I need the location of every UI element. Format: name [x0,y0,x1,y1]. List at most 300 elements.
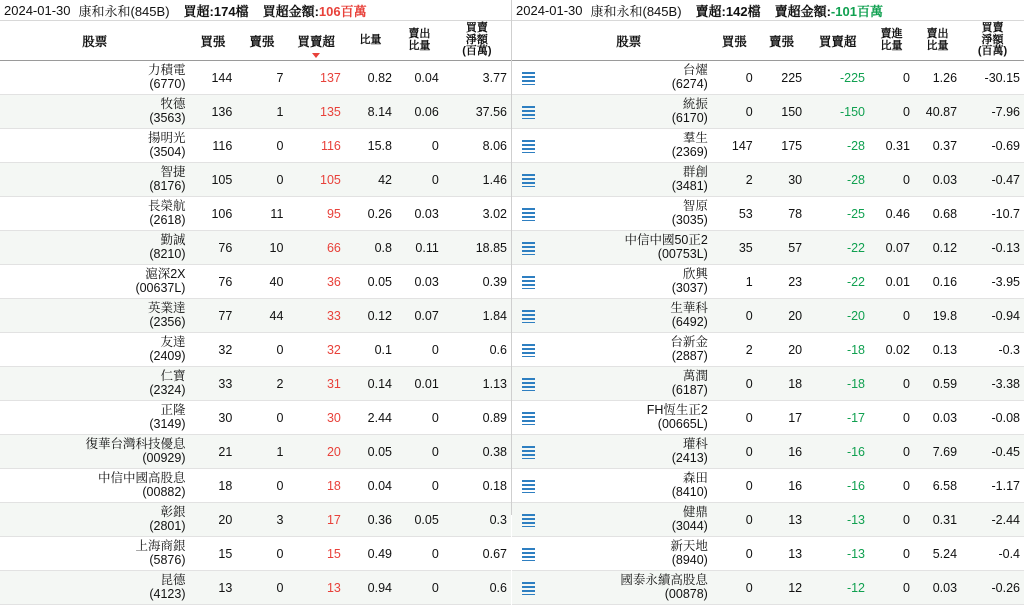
sell-table [512,20,1024,605]
stock-name: 瓘科 [682,437,708,452]
sell-lots-cell: 225 [757,61,806,95]
stock-name-cell[interactable] [546,401,712,435]
net-lots-cell: -12 [806,571,869,605]
stock-name-cell[interactable] [0,95,189,129]
table-row[interactable] [0,435,511,469]
stock-name-cell[interactable] [0,61,189,95]
stock-code: (00878) [664,586,708,601]
sell-lots-cell: 13 [757,503,806,537]
stock-name-cell[interactable] [546,469,712,503]
buy-lots-cell: 1 [712,265,757,299]
sell-ratio-cell: 7.69 [914,435,961,469]
stock-name-cell[interactable] [0,333,189,367]
stock-name-cell[interactable] [546,197,712,231]
stock-name: 揚明光 [147,131,186,146]
stock-name-cell[interactable] [0,231,189,265]
report-date: 2024-01-30 [4,2,71,18]
list-icon [522,480,535,493]
net-lots-cell: -18 [806,333,869,367]
sell-ratio-cell: 19.8 [914,299,961,333]
buy-lots-cell: 76 [189,265,236,299]
table-row[interactable] [0,129,511,163]
sell-lots-cell: 78 [757,197,806,231]
table-row[interactable] [512,367,1024,401]
stock-code: (2356) [149,314,186,329]
buy-lots-cell: 0 [712,571,757,605]
net-amount-cell: 0.67 [443,537,511,571]
buy-ratio-cell: 2.44 [345,401,396,435]
stock-code: (2324) [149,382,186,397]
table-row[interactable] [512,333,1024,367]
net-lots-cell: 20 [287,435,344,469]
net-amount-cell: -0.13 [961,231,1024,265]
row-detail-button[interactable] [512,129,546,163]
buy-lots-cell: 18 [189,469,236,503]
sell-ratio-cell: 0.68 [914,197,961,231]
net-amount-cell: -0.3 [961,333,1024,367]
list-icon [522,344,535,357]
sell-ratio-cell: 1.26 [914,61,961,95]
stock-name-cell[interactable] [546,265,712,299]
col-header-buy-ratio[interactable]: 賣進 比量 [869,21,914,61]
buy-ratio-cell: 0.05 [345,435,396,469]
sell-lots-cell: 1 [236,95,287,129]
sell-lots-cell: 57 [757,231,806,265]
col-header-buy-lots[interactable]: 買張 [712,21,757,61]
sell-lots-cell: 7 [236,61,287,95]
net-amount-cell: 18.85 [443,231,511,265]
net-lots-cell: -13 [806,537,869,571]
row-detail-button[interactable] [512,61,546,95]
sell-lots-cell: 30 [757,163,806,197]
table-row[interactable] [512,571,1024,605]
net-lots-cell: 66 [287,231,344,265]
stock-name: 滬深2X [145,267,186,282]
sell-lots-cell: 20 [757,333,806,367]
sell-ratio-cell: 0.03 [914,571,961,605]
stock-name: FH恆生正2 [646,403,708,418]
table-row[interactable] [0,95,511,129]
sell-lots-cell: 0 [236,163,287,197]
buy-lots-cell: 144 [189,61,236,95]
row-detail-button[interactable] [512,571,546,605]
stock-name-cell[interactable] [0,503,189,537]
buy-ratio-cell: 0 [869,401,914,435]
stock-name-cell[interactable] [546,503,712,537]
sell-ratio-cell: 0 [396,571,443,605]
net-amount-cell: -0.4 [961,537,1024,571]
net-amount-cell: -10.7 [961,197,1024,231]
net-amount-cell: 3.77 [443,61,511,95]
stock-name-cell[interactable] [546,299,712,333]
stock-code: (8176) [149,178,186,193]
row-detail-button[interactable] [512,265,546,299]
net-count-value: 142檔 [725,3,761,19]
stock-name: 長榮航 [147,199,186,214]
net-amount-cell: -0.26 [961,571,1024,605]
stock-name: 台燿 [682,63,708,78]
stock-name: 羣生 [682,131,708,146]
stock-name: 中信中國高股息 [97,471,186,486]
table-row[interactable] [512,435,1024,469]
stock-name: 萬潤 [682,369,708,384]
sell-ratio-cell: 0.12 [914,231,961,265]
sell-lots-cell: 1 [236,435,287,469]
list-icon [522,446,535,459]
stock-name-cell[interactable] [546,571,712,605]
list-icon [522,242,535,255]
net-amount-cell: -2.44 [961,503,1024,537]
buy-ratio-cell: 0 [869,163,914,197]
stock-code: (4123) [149,586,186,601]
buy-ratio-cell: 0.36 [345,503,396,537]
buy-ratio-cell: 0.82 [345,61,396,95]
sell-ratio-cell: 5.24 [914,537,961,571]
row-detail-button[interactable] [512,95,546,129]
stock-name: 台新金 [670,335,708,350]
net-lots-cell: -16 [806,435,869,469]
sell-lots-cell: 12 [757,571,806,605]
buy-ratio-cell: 0.94 [345,571,396,605]
buy-ratio-cell: 0 [869,61,914,95]
net-amount-cell: 1.13 [443,367,511,401]
buy-lots-cell: 76 [189,231,236,265]
sell-ratio-cell: 0.16 [914,265,961,299]
buy-ratio-cell: 8.14 [345,95,396,129]
row-detail-button[interactable] [512,401,546,435]
list-icon [522,514,535,527]
stock-name: 復華台灣科技優息 [85,437,186,452]
buy-ratio-cell: 42 [345,163,396,197]
net-amount-value: -101百萬 [830,3,883,19]
table-row[interactable] [0,367,511,401]
table-row[interactable] [0,537,511,571]
buy-lots-cell: 20 [189,503,236,537]
table-row[interactable] [0,197,511,231]
list-icon [522,412,535,425]
stock-name-cell[interactable] [0,401,189,435]
table-row[interactable] [512,299,1024,333]
stock-name-cell[interactable] [0,129,189,163]
stock-code: (3563) [149,110,186,125]
row-detail-button[interactable] [512,503,546,537]
table-row[interactable] [0,503,511,537]
sell-ratio-cell: 0.07 [396,299,443,333]
net-amount-cell: -0.69 [961,129,1024,163]
row-detail-button[interactable] [512,197,546,231]
col-header-sell-ratio[interactable]: 賣出 比量 [396,21,443,61]
net-amount-cell: -0.94 [961,299,1024,333]
net-amount-label: 買超金額: [262,3,319,19]
col-header-icon [512,21,546,61]
buy-lots-cell: 0 [712,299,757,333]
stock-name: 友達 [160,335,186,350]
net-lots-cell: -17 [806,401,869,435]
buy-ratio-cell: 0 [869,367,914,401]
stock-name-cell[interactable] [0,163,189,197]
stock-name-cell[interactable] [0,435,189,469]
table-row[interactable] [0,333,511,367]
buy-ratio-cell: 0.02 [869,333,914,367]
net-lots-cell: 95 [287,197,344,231]
buy-lots-cell: 105 [189,163,236,197]
sell-ratio-cell: 0 [396,333,443,367]
stock-code: (2801) [149,518,186,533]
buy-lots-cell: 30 [189,401,236,435]
net-lots-cell: -18 [806,367,869,401]
sell-lots-cell: 3 [236,503,287,537]
stock-name-cell[interactable] [546,231,712,265]
net-amount-label: 賣超金額: [774,3,831,19]
buy-ratio-cell: 0.04 [345,469,396,503]
net-count-label: 買超: [183,3,214,19]
col-header-net-lots[interactable]: 買賣超 [806,21,869,61]
stock-name: 英業達 [147,301,186,316]
sell-lots-cell: 40 [236,265,287,299]
stock-name-cell[interactable] [546,61,712,95]
stock-code: (00637L) [135,280,186,295]
net-amount-cell: 0.89 [443,401,511,435]
buy-lots-cell: 13 [189,571,236,605]
sell-lots-cell: 2 [236,367,287,401]
col-header-stock[interactable]: 股票 [546,21,712,61]
stock-name-cell[interactable] [0,571,189,605]
net-amount-cell: -7.96 [961,95,1024,129]
table-row[interactable] [512,61,1024,95]
table-row[interactable] [512,95,1024,129]
net-lots-cell: 105 [287,163,344,197]
sell-lots-cell: 18 [757,367,806,401]
stock-name-cell[interactable] [0,469,189,503]
buy-ratio-cell: 0 [869,571,914,605]
stock-name: 健鼎 [682,505,708,520]
sell-lots-cell: 20 [757,299,806,333]
stock-code: (00753L) [657,246,708,261]
stock-name: 仁寶 [160,369,186,384]
net-amount-value: 106百萬 [318,3,367,19]
table-row[interactable] [0,61,511,95]
sell-ratio-cell: 0.05 [396,503,443,537]
net-lots-cell: -225 [806,61,869,95]
buy-lots-cell: 0 [712,537,757,571]
net-lots-cell: 13 [287,571,344,605]
sell-ratio-cell: 0.03 [914,401,961,435]
sell-ratio-cell: 0 [396,537,443,571]
sell-lots-cell: 0 [236,129,287,163]
sell-ratio-cell: 0.31 [914,503,961,537]
stock-code: (2413) [671,450,708,465]
report-date: 2024-01-30 [516,2,583,18]
buy-ratio-cell: 0.05 [345,265,396,299]
stock-name: 森田 [682,471,708,486]
table-row[interactable] [512,469,1024,503]
sell-panel [512,0,1024,601]
stock-name-cell[interactable] [546,129,712,163]
sell-lots-cell: 23 [757,265,806,299]
stock-name: 國泰永續高股息 [620,573,708,588]
col-header-buy-lots[interactable]: 買張 [189,21,236,61]
table-row[interactable] [0,299,511,333]
stock-code: (6170) [671,110,708,125]
row-detail-button[interactable] [512,367,546,401]
row-detail-button[interactable] [512,231,546,265]
buy-ratio-cell: 0.26 [345,197,396,231]
sell-lots-cell: 44 [236,299,287,333]
col-header-net-lots[interactable]: 買賣超 [287,21,344,61]
col-header-stock[interactable]: 股票 [0,21,189,61]
sell-ratio-cell: 40.87 [914,95,961,129]
row-detail-button[interactable] [512,333,546,367]
sell-lots-cell: 10 [236,231,287,265]
buy-ratio-cell: 0 [869,299,914,333]
table-row[interactable] [512,265,1024,299]
list-icon [522,582,535,595]
net-lots-cell: -22 [806,231,869,265]
col-header-buy-ratio[interactable]: 比量 [345,21,396,61]
buy-ratio-cell: 0.46 [869,197,914,231]
stock-name: 統振 [682,97,708,112]
stock-name-cell[interactable] [0,197,189,231]
sell-ratio-cell: 6.58 [914,469,961,503]
net-lots-cell: 137 [287,61,344,95]
net-lots-cell: 116 [287,129,344,163]
net-amount-cell: -30.15 [961,61,1024,95]
buy-lots-cell: 0 [712,95,757,129]
stock-name: 欣興 [682,267,708,282]
net-lots-cell: 32 [287,333,344,367]
net-lots-cell: 36 [287,265,344,299]
table-row[interactable] [0,469,511,503]
table-row[interactable] [512,231,1024,265]
net-amount-cell: 0.38 [443,435,511,469]
table-row[interactable] [512,503,1024,537]
stock-code: (2369) [671,144,708,159]
col-header-sell-lots[interactable]: 賣張 [757,21,806,61]
sell-ratio-cell: 0.03 [396,265,443,299]
stock-name-cell[interactable] [0,265,189,299]
stock-code: (8210) [149,246,186,261]
stock-name: 群創 [682,165,708,180]
stock-name-cell[interactable] [546,435,712,469]
stock-name-cell[interactable] [0,367,189,401]
stock-name-cell[interactable] [546,95,712,129]
sell-lots-cell: 150 [757,95,806,129]
net-amount-cell: 3.02 [443,197,511,231]
table-row[interactable] [512,163,1024,197]
buy-lots-cell: 147 [712,129,757,163]
table-row[interactable] [0,231,511,265]
buy-lots-cell: 0 [712,401,757,435]
net-lots-cell: 18 [287,469,344,503]
buy-ratio-cell: 0 [869,469,914,503]
stock-code: (6770) [149,76,186,91]
buy-ratio-cell: 0.07 [869,231,914,265]
net-count-value: 174檔 [213,3,249,19]
table-row[interactable] [512,537,1024,571]
net-amount-cell: 1.46 [443,163,511,197]
sell-ratio-cell: 0 [396,469,443,503]
net-lots-cell: 31 [287,367,344,401]
buy-ratio-cell: 0.14 [345,367,396,401]
stock-name-cell[interactable] [546,163,712,197]
stock-code: (2618) [149,212,186,227]
net-lots-cell: -22 [806,265,869,299]
stock-name: 彰銀 [160,505,186,520]
buy-lots-cell: 0 [712,61,757,95]
buy-ratio-cell: 0 [869,503,914,537]
table-row[interactable] [512,129,1024,163]
stock-name: 智捷 [160,165,186,180]
list-icon [522,378,535,391]
sell-lots-cell: 16 [757,435,806,469]
buy-ratio-cell: 0.49 [345,537,396,571]
row-detail-button[interactable] [512,537,546,571]
table-row[interactable] [0,401,511,435]
buy-lots-cell: 116 [189,129,236,163]
sell-lots-cell: 0 [236,537,287,571]
net-lots-cell: -28 [806,163,869,197]
buy-ratio-cell: 0 [869,537,914,571]
row-detail-button[interactable] [512,435,546,469]
row-detail-button[interactable] [512,163,546,197]
table-row[interactable] [512,197,1024,231]
stock-name-cell[interactable] [546,367,712,401]
stock-name-cell[interactable] [546,333,712,367]
stock-name-cell[interactable] [546,537,712,571]
stock-name: 勤誠 [160,233,186,248]
col-header-net-amount[interactable]: 買賣 淨額 (百萬) [443,21,511,61]
col-header-sell-lots[interactable]: 賣張 [236,21,287,61]
sell-ratio-cell: 0 [396,129,443,163]
sell-ratio-cell: 0.03 [396,197,443,231]
sell-lots-cell: 0 [236,333,287,367]
net-lots-cell: 17 [287,503,344,537]
col-header-net-amount[interactable]: 買賣 淨額 (百萬) [961,21,1024,61]
stock-code: (3037) [671,280,708,295]
buy-ratio-cell: 0.8 [345,231,396,265]
net-amount-cell: -3.38 [961,367,1024,401]
col-header-sell-ratio[interactable]: 賣出 比量 [914,21,961,61]
table-row[interactable] [512,401,1024,435]
buy-lots-cell: 0 [712,435,757,469]
net-amount-cell: -0.45 [961,435,1024,469]
table-row[interactable] [0,163,511,197]
row-detail-button[interactable] [512,469,546,503]
stock-code: (00929) [142,450,186,465]
list-icon [522,276,535,289]
stock-name: 中信中國50正2 [624,233,708,248]
stock-code: (3035) [671,212,708,227]
net-count-label: 賣超: [695,3,726,19]
sell-lots-cell: 13 [757,537,806,571]
row-detail-button[interactable] [512,299,546,333]
table-row[interactable] [0,571,511,605]
stock-name-cell[interactable] [0,299,189,333]
stock-code: (6274) [671,76,708,91]
table-row[interactable] [0,265,511,299]
buy-lots-cell: 2 [712,163,757,197]
stock-code: (2887) [671,348,708,363]
buy-ratio-cell: 0.1 [345,333,396,367]
stock-name-cell[interactable] [0,537,189,571]
buy-lots-cell: 21 [189,435,236,469]
net-lots-cell: -150 [806,95,869,129]
sell-ratio-cell: 0.04 [396,61,443,95]
net-amount-cell: 0.3 [443,503,511,537]
list-icon [522,72,535,85]
buy-panel [0,0,512,601]
sell-ratio-cell: 0.06 [396,95,443,129]
